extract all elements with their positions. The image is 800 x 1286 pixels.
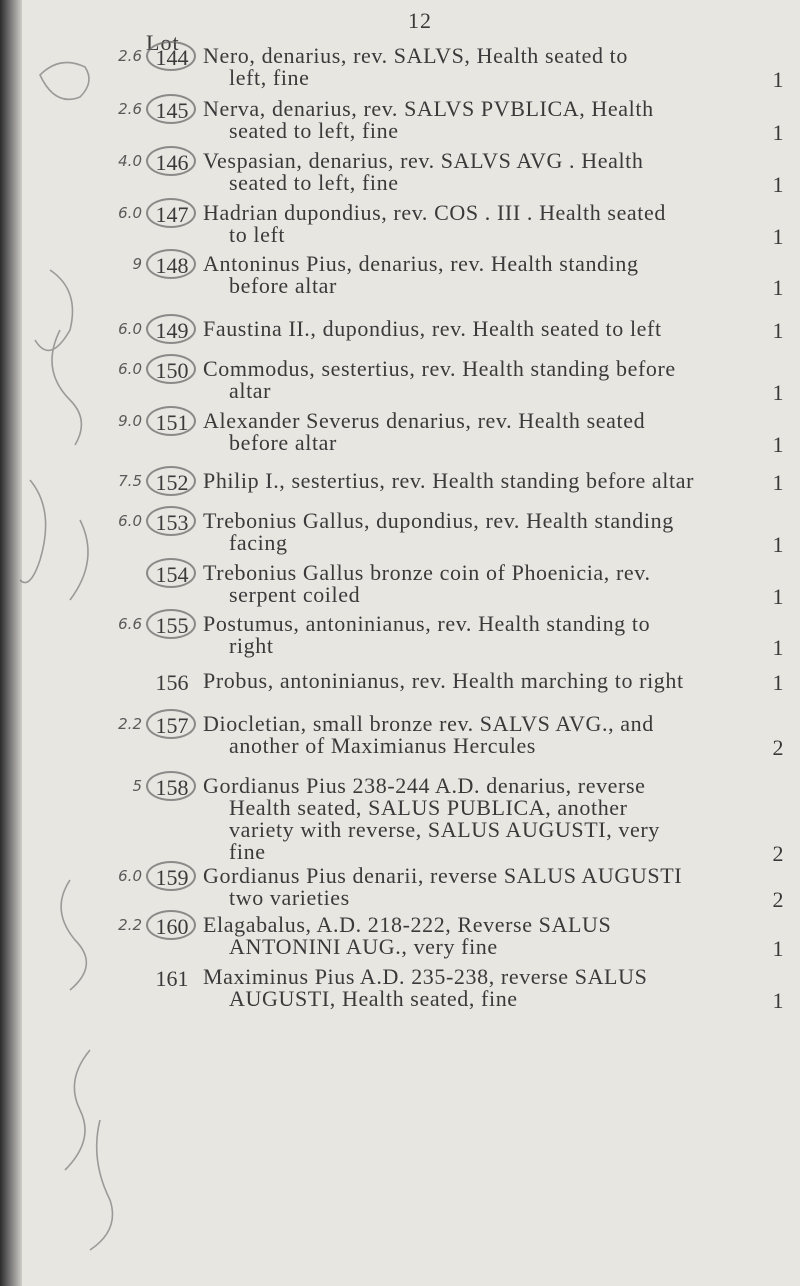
lot-description	[203, 253, 743, 297]
pencil-circle-mark	[146, 506, 196, 536]
page-number: 12	[408, 8, 432, 33]
lot-description	[203, 45, 743, 89]
handwritten-price: 6.0	[118, 867, 142, 885]
lot-quantity: 1	[772, 432, 784, 457]
lot-description	[203, 98, 743, 142]
description-line: seated to left, fine	[229, 118, 399, 143]
description-line: Elagabalus, A.D. 218-222, Reverse SALUS	[203, 912, 612, 937]
description-line: Maximinus Pius A.D. 235-238, reverse SALUS	[203, 964, 648, 989]
description-line: before altar	[229, 273, 337, 298]
lot-number: 153	[155, 510, 189, 535]
description-line: Nero, denarius, rev. SALVS, Health seated to	[203, 43, 628, 68]
lot-number: 144	[155, 45, 189, 70]
lot-quantity: 1	[772, 120, 784, 145]
lot-description	[203, 470, 743, 492]
lot-description	[203, 562, 743, 606]
handwritten-price: 7.5	[118, 472, 142, 490]
lot-quantity: 1	[772, 67, 784, 92]
description-line: Probus, antoninianus, rev. Health marching to right	[203, 668, 684, 693]
pencil-circle-mark	[146, 198, 196, 228]
lot-number: 149	[155, 318, 189, 343]
lot-number: 160	[155, 914, 189, 939]
handwritten-price: 2.2	[118, 715, 142, 733]
description-line: Postumus, antoninianus, rev. Health standing to	[203, 611, 651, 636]
description-line: Trebonius Gallus, dupondius, rev. Health standing	[203, 508, 674, 533]
pencil-margin-sketches	[0, 0, 140, 1286]
lot-description	[203, 865, 743, 909]
description-line: Health seated, SALUS PUBLICA, another	[229, 795, 628, 820]
pencil-circle-mark	[146, 466, 196, 496]
pencil-circle-mark	[146, 910, 196, 940]
lot-number: 157	[155, 713, 189, 738]
description-line: Gordianus Pius 238-244 A.D. denarius, reverse	[203, 773, 646, 798]
description-line: Faustina II., dupondius, rev. Health seated to left	[203, 316, 662, 341]
lot-number: 148	[155, 253, 189, 278]
lot-description	[203, 410, 743, 454]
lot-number: 156	[155, 670, 189, 695]
lot-number: 152	[155, 470, 189, 495]
description-line: AUGUSTI, Health seated, fine	[229, 986, 518, 1011]
pencil-circle-mark	[146, 771, 196, 801]
description-line: fine	[229, 839, 266, 864]
pencil-circle-mark	[146, 609, 196, 639]
handwritten-price: 9	[132, 255, 142, 273]
lot-description	[203, 150, 743, 194]
lot-description	[203, 775, 743, 863]
lot-description	[203, 966, 743, 1010]
lot-description	[203, 713, 743, 757]
pencil-circle-mark	[146, 558, 196, 588]
lot-number: 158	[155, 775, 189, 800]
lot-quantity: 1	[772, 936, 784, 961]
lot-quantity: 1	[772, 224, 784, 249]
description-line: before altar	[229, 430, 337, 455]
pencil-circle-mark	[146, 41, 196, 71]
lot-description	[203, 510, 743, 554]
lot-quantity: 1	[772, 380, 784, 405]
lot-number: 155	[155, 613, 189, 638]
lot-number: 161	[155, 966, 189, 991]
lot-quantity: 1	[772, 275, 784, 300]
lot-description	[203, 613, 743, 657]
lot-quantity: 1	[772, 532, 784, 557]
lot-quantity: 1	[772, 470, 784, 495]
description-line: variety with reverse, SALUS AUGUSTI, very	[229, 817, 660, 842]
handwritten-price: 4.0	[118, 152, 142, 170]
lot-quantity: 1	[772, 172, 784, 197]
handwritten-price: 5	[132, 777, 142, 795]
lot-number: 145	[155, 98, 189, 123]
lot-description	[203, 914, 743, 958]
description-line: Hadrian dupondius, rev. COS . III . Health seated	[203, 200, 666, 225]
description-line: facing	[229, 530, 288, 555]
pencil-circle-mark	[146, 354, 196, 384]
pencil-circle-mark	[146, 709, 196, 739]
pencil-circle-mark	[146, 861, 196, 891]
description-line: ANTONINI AUG., very fine	[229, 934, 498, 959]
lot-number: 150	[155, 358, 189, 383]
description-line: altar	[229, 378, 272, 403]
handwritten-price: 2.6	[118, 47, 142, 65]
lot-description	[203, 202, 743, 246]
description-line: right	[229, 633, 274, 658]
handwritten-price: 6.6	[118, 615, 142, 633]
description-line: Alexander Severus denarius, rev. Health seated	[203, 408, 646, 433]
handwritten-price: 6.0	[118, 204, 142, 222]
description-line: another of Maximianus Hercules	[229, 733, 536, 758]
handwritten-price: 2.6	[118, 100, 142, 118]
lot-description	[203, 318, 743, 340]
pencil-circle-mark	[146, 146, 196, 176]
description-line: seated to left, fine	[229, 170, 399, 195]
description-line: to left	[229, 222, 286, 247]
description-line: Commodus, sestertius, rev. Health standing before	[203, 356, 676, 381]
description-line: Trebonius Gallus bronze coin of Phoenicia, rev.	[203, 560, 651, 585]
pencil-circle-mark	[146, 406, 196, 436]
description-line: serpent coiled	[229, 582, 361, 607]
lot-number: 159	[155, 865, 189, 890]
handwritten-price: 6.0	[118, 512, 142, 530]
handwritten-price: 9.0	[118, 412, 142, 430]
lot-description	[203, 358, 743, 402]
lot-description	[203, 670, 743, 692]
pencil-circle-mark	[146, 94, 196, 124]
pencil-circle-mark	[146, 314, 196, 344]
description-line: two varieties	[229, 885, 350, 910]
description-line: Philip I., sestertius, rev. Health standing before altar	[203, 468, 694, 493]
lot-quantity: 1	[772, 584, 784, 609]
lot-column-header: Lot	[146, 30, 180, 55]
lot-quantity: 1	[772, 635, 784, 660]
handwritten-price: 6.0	[118, 320, 142, 338]
description-line: Vespasian, denarius, rev. SALVS AVG . Health	[203, 148, 644, 173]
description-line: Antoninus Pius, denarius, rev. Health standing	[203, 251, 639, 276]
lot-number: 146	[155, 150, 189, 175]
description-line: Nerva, denarius, rev. SALVS PVBLICA, Health	[203, 96, 654, 121]
description-line: Diocletian, small bronze rev. SALVS AVG., and	[203, 711, 654, 736]
lot-quantity: 2	[772, 887, 784, 912]
lot-quantity: 1	[772, 988, 784, 1013]
description-line: Gordianus Pius denarii, reverse SALUS AUGUSTI	[203, 863, 683, 888]
lot-quantity: 2	[772, 841, 784, 866]
handwritten-price: 6.0	[118, 360, 142, 378]
lot-number: 151	[155, 410, 189, 435]
lot-number: 147	[155, 202, 189, 227]
description-line: left, fine	[229, 65, 310, 90]
lot-number: 154	[155, 562, 189, 587]
lot-quantity: 1	[772, 318, 784, 343]
lot-quantity: 1	[772, 670, 784, 695]
handwritten-price: 2.2	[118, 916, 142, 934]
lot-quantity: 2	[772, 735, 784, 760]
pencil-circle-mark	[146, 249, 196, 279]
